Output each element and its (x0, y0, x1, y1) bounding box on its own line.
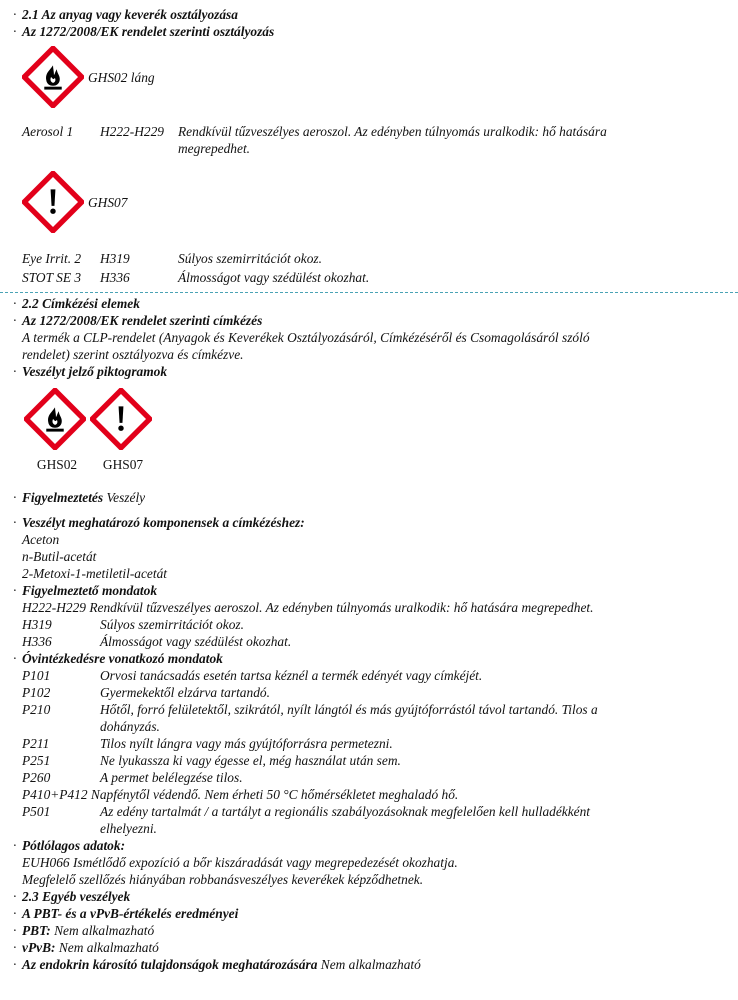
pictogram-caption: GHS02 láng (88, 69, 155, 85)
statement-text: Ne lyukassza ki vagy égesse el, még használat után sem. (100, 753, 401, 768)
classification-subheading: · Az 1272/2008/EK rendelet szerinti osztályozás (22, 23, 730, 40)
precautionary-statement: P410+P412 Napfénytől védendő. Nem érheti 50 °C hőmérsékletet meghaladó hő. (22, 787, 459, 802)
statement-code: P101 (22, 668, 51, 683)
flame-icon (24, 388, 86, 450)
section-2-2-heading: · 2.2 Címkézési elemek (22, 295, 730, 312)
statement-text: Az edény tartalmát / a tartályt a regionális szabályozásoknak megfelelően kell hulladékként elhelyezni. (100, 804, 591, 836)
ghs02-pictogram (22, 46, 730, 108)
section-2-1-heading: · 2.1 Az anyag vagy keverék osztályozása (22, 6, 730, 23)
statement-text: Gyermekektől elzárva tartandó. (100, 685, 270, 700)
pbt-assessment-heading: · A PBT- és a vPvB-értékelés eredményei (22, 905, 730, 922)
clp-paragraph: A termék a CLP-rendelet (Anyagok és Keverékek Osztályozásáról, Címkézéséről és Csomagolásáról szóló (22, 330, 590, 345)
statement-text: A permet belélegzése tilos. (100, 770, 243, 785)
statement-code: H336 (22, 634, 52, 649)
clp-paragraph: rendelet) szerint osztályozva és címkézve. (22, 347, 244, 362)
precautionary-statement (22, 803, 730, 837)
hazard-code: H336 (100, 270, 130, 285)
statement-code: P260 (22, 770, 51, 785)
statement-text: Orvosi tanácsadás esetén tartsa kéznél a termék edényét vagy címkéjét. (100, 668, 483, 683)
statement-code: H319 (22, 617, 52, 632)
classification-row (22, 269, 730, 286)
precautionary-statement (22, 735, 730, 752)
additional-info-item: EUH066 Ismétlődő expozíció a bőr kiszáradását vagy megrepedezését okozhatja. (22, 855, 458, 870)
hazard-code: H222-H229 (100, 124, 164, 139)
component-item: n-Butil-acetát (22, 549, 97, 564)
vpvb-label: vPvB: (22, 940, 56, 955)
classification-row (22, 123, 730, 157)
endocrine-line (22, 956, 730, 973)
flame-icon (22, 46, 84, 108)
pictogram-caption: GHS07 (102, 457, 144, 472)
component-item: 2-Metoxi-1-metiletil-acetát (22, 566, 168, 581)
precautionary-statement (22, 769, 730, 786)
hazard-text: Rendkívül tűzveszélyes aeroszol. Az edényben túlnyomás uralkodik: hő hatására megrepedhet. (178, 124, 607, 156)
precautionary-statement (22, 667, 730, 684)
hazard-statement (22, 633, 730, 650)
signal-word-line (22, 489, 730, 506)
precautionary-statement (22, 701, 730, 735)
components-heading: · Veszélyt meghatározó komponensek a címkézéshez: (22, 514, 730, 531)
classification-row (22, 250, 730, 267)
hazard-statement (22, 616, 730, 633)
endocrine-value: Nem alkalmazható (320, 957, 421, 972)
vpvb-value: Nem alkalmazható (58, 940, 159, 955)
signal-word-value: Veszély (106, 490, 146, 505)
label-pictograms (24, 388, 730, 473)
hazard-code: H319 (100, 251, 130, 266)
additional-info-item: Megfelelő szellőzés hiányában robbanásveszélyes keverékek képződhetnek. (22, 872, 424, 887)
statement-code: P210 (22, 702, 51, 717)
section-2-3-heading: · 2.3 Egyéb veszélyek (22, 888, 730, 905)
pbt-label: PBT: (22, 923, 51, 938)
pbt-line (22, 922, 730, 939)
hazard-category: STOT SE 3 (22, 270, 82, 285)
pbt-value: Nem alkalmazható (54, 923, 155, 938)
component-item: Aceton (22, 532, 60, 547)
labelling-subheading: · Az 1272/2008/EK rendelet szerinti címkézés (22, 312, 730, 329)
hazard-statements-heading: · Figyelmeztető mondatok (22, 582, 730, 599)
signal-word-label: Figyelmeztetés (22, 490, 104, 505)
pictogram-caption: GHS07 (88, 194, 128, 210)
statement-code: P501 (22, 804, 51, 819)
pictogram-caption: GHS02 (36, 457, 78, 472)
precautionary-heading: · Óvintézkedésre vonatkozó mondatok (22, 650, 730, 667)
additional-info-heading: · Pótlólagos adatok: (22, 837, 730, 854)
ghs07-pictogram (22, 171, 730, 233)
statement-text: Hőtől, forró felületektől, szikrától, nyílt lángtól és más gyújtóforrástól távol tartandó. Tilos a dohányzás. (100, 702, 598, 734)
hazard-category: Eye Irrit. 2 (22, 251, 82, 266)
statement-text: Álmosságot vagy szédülést okozhat. (100, 634, 292, 649)
hazard-text: Álmosságot vagy szédülést okozhat. (178, 270, 370, 285)
exclamation-icon (22, 171, 84, 233)
pictograms-heading: · Veszélyt jelző piktogramok (22, 363, 730, 380)
vpvb-line (22, 939, 730, 956)
hazard-text: Súlyos szemirritációt okoz. (178, 251, 322, 266)
statement-text: Tilos nyílt lángra vagy más gyújtóforrásra permetezni. (100, 736, 393, 751)
endocrine-label: Az endokrin károsító tulajdonságok meghatározására (22, 957, 318, 972)
hazard-statement: H222-H229 Rendkívül tűzveszélyes aeroszol. Az edényben túlnyomás uralkodik: hő hatására megrepedhet. (22, 600, 594, 615)
exclamation-icon (90, 388, 152, 450)
hazard-category: Aerosol 1 (22, 124, 74, 139)
precautionary-statement (22, 684, 730, 701)
statement-code: P251 (22, 753, 51, 768)
precautionary-statement (22, 752, 730, 769)
statement-text: Súlyos szemirritációt okoz. (100, 617, 244, 632)
ghs02-pictogram (24, 388, 90, 473)
section-divider (0, 292, 738, 293)
ghs07-pictogram (90, 388, 156, 473)
statement-code: P102 (22, 685, 51, 700)
statement-code: P211 (22, 736, 50, 751)
